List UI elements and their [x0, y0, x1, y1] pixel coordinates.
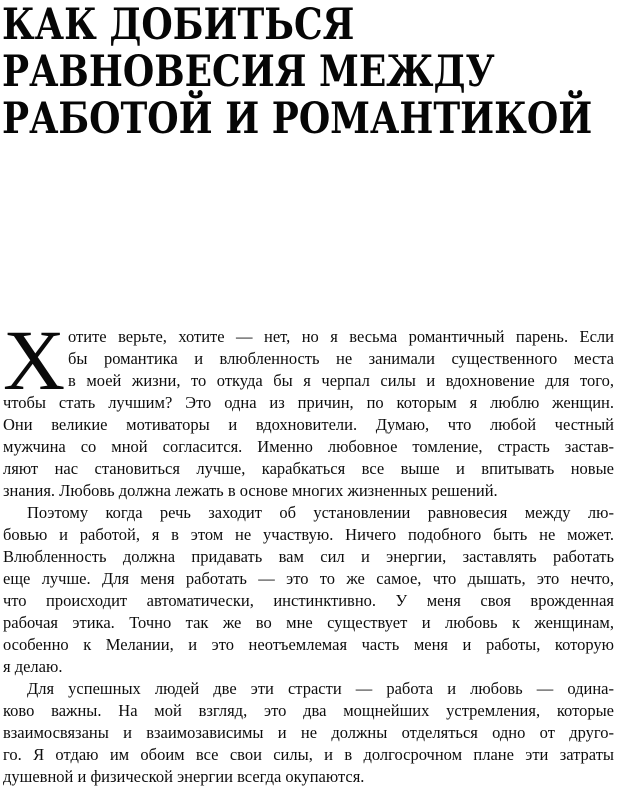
text-line: рабочая этика. Точно так же во мне существует и любовь к женщинам, — [3, 613, 614, 632]
text-line: особенно к Мелании, и это неотъемлемая часть меня и работы, которую — [3, 635, 614, 654]
text-line-content: отите верьте, хотите — нет, но я весьма романтичный парень. Если — [68, 327, 614, 346]
text-line: бовью и работой, я в этом не участвую. Ничего подобного быть не может. — [3, 525, 614, 544]
text-line: ляют нас становиться лучше, карабкаться все выше и впитывать новые — [3, 459, 614, 478]
chapter-title-line-2: РАВНОВЕСИЯ МЕЖДУ — [2, 46, 495, 97]
text-line: Для успешных людей две эти страсти — работа и любовь — одина- — [27, 679, 614, 698]
text-line: Влюбленность должна придавать вам сил и энергии, заставлять работать — [3, 547, 614, 566]
paragraph-2 — [3, 502, 614, 678]
text-line: бы романтика и влюбленность не занимали существенного места — [68, 349, 614, 368]
text-line: ково важны. На мой взгляд, это два мощнейших устремления, которые — [3, 701, 614, 720]
text-line: что происходит автоматически, инстинктивно. У меня своя врожденная — [3, 591, 614, 610]
chapter-title-line-3: РАБОТОЙ И РОМАНТИКОЙ — [2, 93, 593, 144]
chapter-body — [3, 312, 614, 788]
text-line: душевной и физической энергии всегда окупаются. — [3, 767, 365, 786]
drop-cap-letter: Х — [3, 312, 66, 408]
text-line: го. Я отдаю им обоим все свои силы, и в долгосрочном плане эти затраты — [3, 745, 614, 764]
text-line: мужчина со мной согласится. Именно любовное томление, страсть застав- — [3, 437, 614, 456]
paragraph-3 — [3, 678, 614, 788]
text-line: Поэтому когда речь заходит об установлении равновесия между лю- — [27, 503, 614, 522]
text-line: чтобы стать лучшим? Это одна из причин, по которым я люблю женщин. — [3, 393, 614, 412]
chapter-title — [2, 2, 618, 142]
text-line: я делаю. — [3, 657, 63, 676]
paragraph-1 — [3, 312, 614, 502]
text-line: знания. Любовь должна лежать в основе многих жизненных решений. — [3, 481, 498, 500]
chapter-title-line-1: КАК ДОБИТЬСЯ — [2, 0, 355, 51]
text-line: Они великие мотиваторы и вдохновители. Думаю, что любой честный — [3, 415, 614, 434]
text-line: взаимосвязаны и взаимозависимы и не должны отделяться одно от друго- — [3, 723, 614, 742]
text-line: еще лучше. Для меня работать — это то же самое, что дышать, это нечто, — [3, 569, 614, 588]
text-line: в моей жизни, то откуда бы я черпал силы и вдохновение для того, — [68, 371, 614, 390]
